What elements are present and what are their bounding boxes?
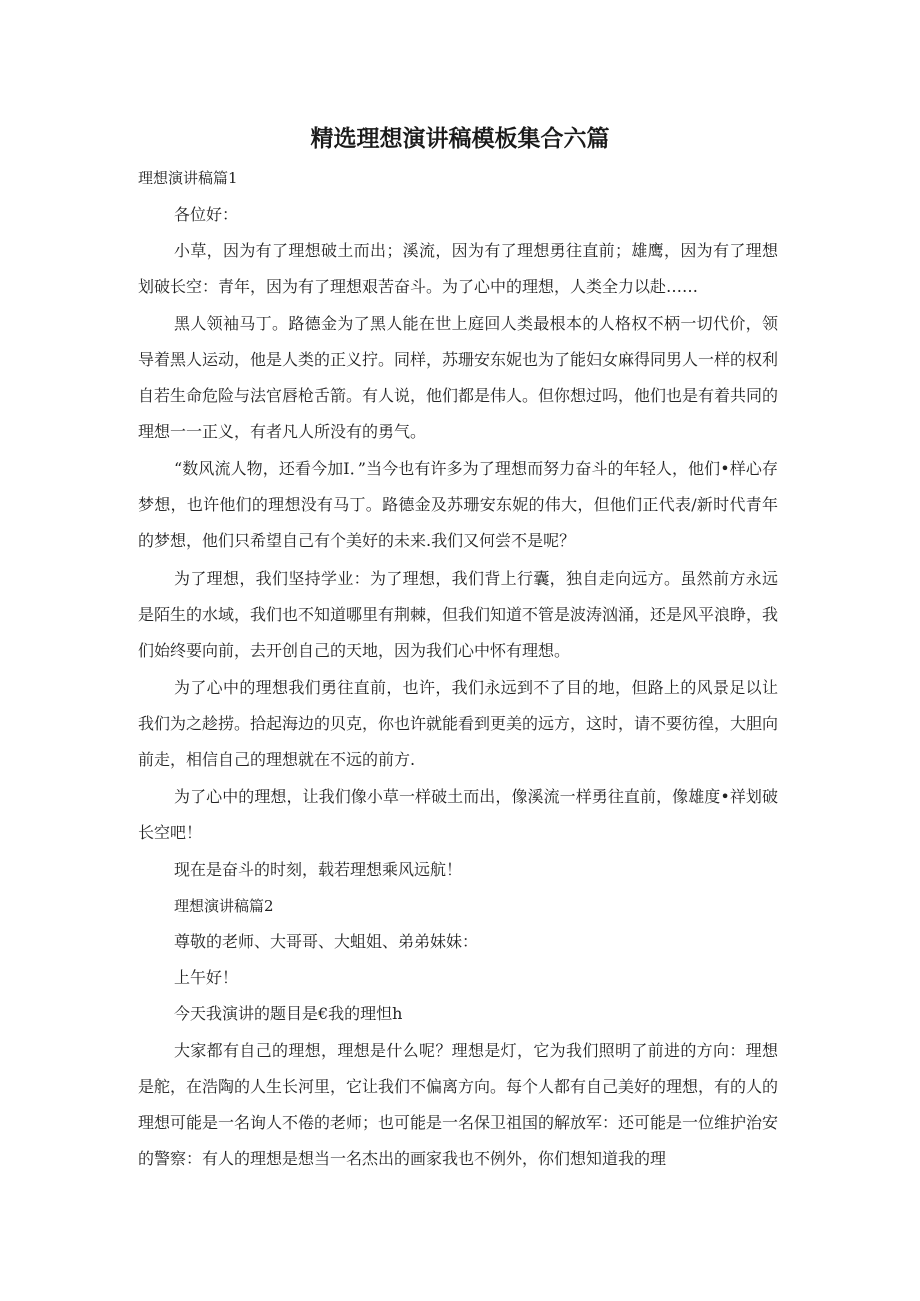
body-paragraph: 为了理想，我们坚持学业：为了理想，我们背上行囊，独自走向远方。虽然前方永远是陌生的水域，我们也不知道哪里有荆棘，但我们知道不管是波涛汹涌，还是风平浪睁，我们始终要向前，去开创自己的天地，因为我们心中怀有理想。: [138, 569, 779, 660]
body-paragraph: 为了心中的理想，让我们像小草一样破土而出，像溪流一样勇往直前，像雄度•祥划破长空吧！: [138, 787, 778, 842]
salutation-paragraph: 尊敬的老师、大哥哥、大蛆姐、弟弟妹妹：: [174, 932, 479, 951]
section-heading-1: 理想演讲稿篇1: [138, 169, 238, 187]
greeting-paragraph: 各位好：: [174, 205, 239, 224]
body-paragraph: 为了心中的理想我们勇往直前，也许，我们永远到不了目的地，但路上的风景足以让我们为之趁捞。拾起海边的贝克，你也许就能看到更美的远方，这时，请不要彷徨，大胆向前走，相信自己的理想就在不远的前方.: [138, 678, 779, 769]
closing-paragraph: 现在是奋斗的时刻，载若理想乘风远航！: [174, 860, 463, 879]
body-paragraph: 大家都有自己的理想，理想是什么呢？理想是灯，它为我们照明了前进的方向：理想是舵，在浩陶的人生长河里，它让我们不偏离方向。每个人都有自己美好的理想，有的人的理想可能是一名询人不倦的老师；也可能是一名保卫祖国的解放军：还可能是一位维护治安的警察：有人的理想是想当一名杰出的画家我也不例外，你们想知道我的理: [138, 1041, 779, 1168]
body-paragraph: 黑人领袖马丁。路德金为了黑人能在世上庭回人类最根本的人格权不柄一切代价，领导着黑人运动，他是人类的正义拧。同样，苏珊安东妮也为了能妇女麻得同男人一样的权利自若生命危险与法官唇枪舌箭。有人说，他们都是伟人。但你想过吗，他们也是有着共同的理想一一正义，有者凡人所没有的勇气。: [138, 314, 779, 441]
body-paragraph: 小草，因为有了理想破土而出；溪流，因为有了理想勇往直前；雄鹰，因为有了理想划破长空：青年，因为有了理想艰苦奋斗。为了心中的理想，人类全力以赴……: [138, 241, 778, 296]
page-title: 精选理想演讲稿模板集合六篇: [310, 126, 610, 152]
greeting-paragraph: 上午好！: [174, 968, 239, 987]
topic-paragraph: 今天我演讲的题目是€我的理怛h: [174, 1004, 403, 1023]
body-paragraph: “数风流人物，还看今加I．”当今也有许多为了理想而努力奋斗的年轻人，他们•样心存梦想，也许他们的理想没有马丁。路德金及苏珊安东妮的伟大，但他们正代表/新时代青年的梦想，他们只希望自己有个美好的未来.我们又何尝不是呢？: [138, 459, 778, 550]
section-heading-2: 理想演讲稿篇2: [174, 897, 274, 915]
